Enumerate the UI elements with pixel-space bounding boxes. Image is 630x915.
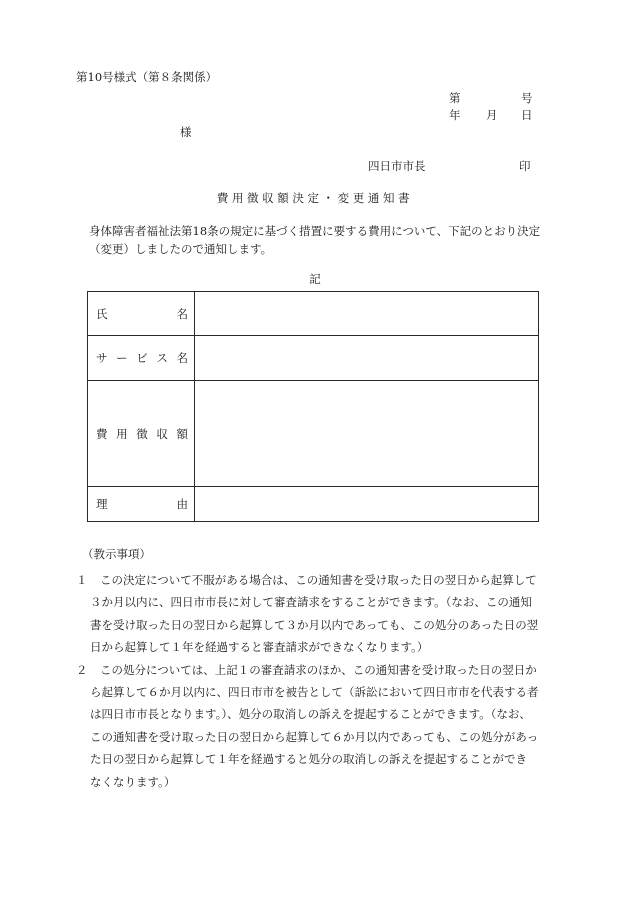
label-char: 由 xyxy=(176,497,188,511)
label-char: 名 xyxy=(176,306,188,321)
intro-paragraph xyxy=(89,222,559,258)
record-table xyxy=(87,291,539,522)
name-value-cell xyxy=(195,292,539,336)
issuer-name: 四日市市長 xyxy=(368,159,426,173)
service-value-cell xyxy=(195,336,539,381)
date-month-label: 月 xyxy=(486,108,498,122)
document-number-label: 第 xyxy=(449,91,461,105)
notice-line: ３か月以内に、四日市市長に対して審査請求をすることができます。（なお、この通知 xyxy=(90,595,532,610)
table-row-fee xyxy=(88,381,539,487)
table-row-service xyxy=(88,336,539,381)
label-char: 氏 xyxy=(96,306,108,321)
intro-line: 身体障害者福祉法第18条の規定に基づく措置に要する費用について、下記のとおり決定 xyxy=(89,224,541,238)
intro-line: （変更）しましたので通知します。 xyxy=(89,242,273,256)
row-label xyxy=(88,336,195,381)
label-char: ー xyxy=(116,351,128,365)
reason-value-cell xyxy=(195,487,539,522)
label-char: 額 xyxy=(176,426,188,441)
seal-mark: 印 xyxy=(519,159,531,173)
notice-line: この通知書を受け取った日の翌日から起算して６か月以内であっても、この処分があっ xyxy=(90,729,539,744)
label-char: ス xyxy=(156,351,168,365)
notice-line: なくなります。） xyxy=(90,774,176,789)
document-number-unit: 号 xyxy=(521,91,533,105)
notice-line: この処分については、上記１の審査請求のほか、この通知書を受け取った日の翌日か xyxy=(100,662,537,677)
row-label xyxy=(88,381,195,487)
label-char: 用 xyxy=(116,426,128,441)
row-label xyxy=(88,292,195,336)
form-number: 第10号様式（第８条関係） xyxy=(76,70,218,84)
label-char: 理 xyxy=(96,497,108,511)
addressee-suffix: 様 xyxy=(180,125,192,139)
notice-item xyxy=(76,659,562,793)
notice-line: は四日市市長となります。）、処分の取消しの訴えを提起することができます。（なお、 xyxy=(90,707,531,722)
table-row-reason xyxy=(88,487,539,522)
notice-line: ら起算して６か月以内に、四日市市を被告として（訴訟において四日市市を代表する者 xyxy=(90,685,539,700)
row-label xyxy=(88,487,195,522)
notice-number: ２ xyxy=(76,662,88,677)
notice-heading: （教示事項） xyxy=(82,547,151,561)
notice-line: この決定について不服がある場合は、この通知書を受け取った日の翌日から起算して xyxy=(100,573,537,587)
label-char: 名 xyxy=(176,351,188,365)
label-char: 費 xyxy=(96,426,108,441)
date-year-label: 年 xyxy=(449,108,461,122)
table-row-name xyxy=(88,292,539,336)
notice-item xyxy=(76,569,562,659)
notice-text xyxy=(90,659,562,793)
date-day-label: 日 xyxy=(521,108,533,122)
notice-line: 書を受け取った日の翌日から起算して３か月以内であっても、この処分のあった日の翌 xyxy=(90,617,539,632)
label-char: サ xyxy=(96,351,108,365)
ki-heading: 記 xyxy=(309,272,321,286)
document-title: 費用徴収額決定・変更通知書 xyxy=(216,191,414,205)
label-char: 収 xyxy=(156,426,168,441)
notice-text xyxy=(90,569,562,659)
fee-value-cell xyxy=(195,381,539,487)
notice-line: 日から起算して１年を経過すると審査請求ができなくなります。） xyxy=(90,640,429,655)
label-char: 徴 xyxy=(136,426,148,441)
label-char: ビ xyxy=(136,351,148,365)
notice-number: １ xyxy=(76,573,88,587)
notice-line: た日の翌日から起算して１年を経過すると処分の取消しの訴えを提起することができ xyxy=(90,752,527,767)
notice-list xyxy=(76,569,562,793)
